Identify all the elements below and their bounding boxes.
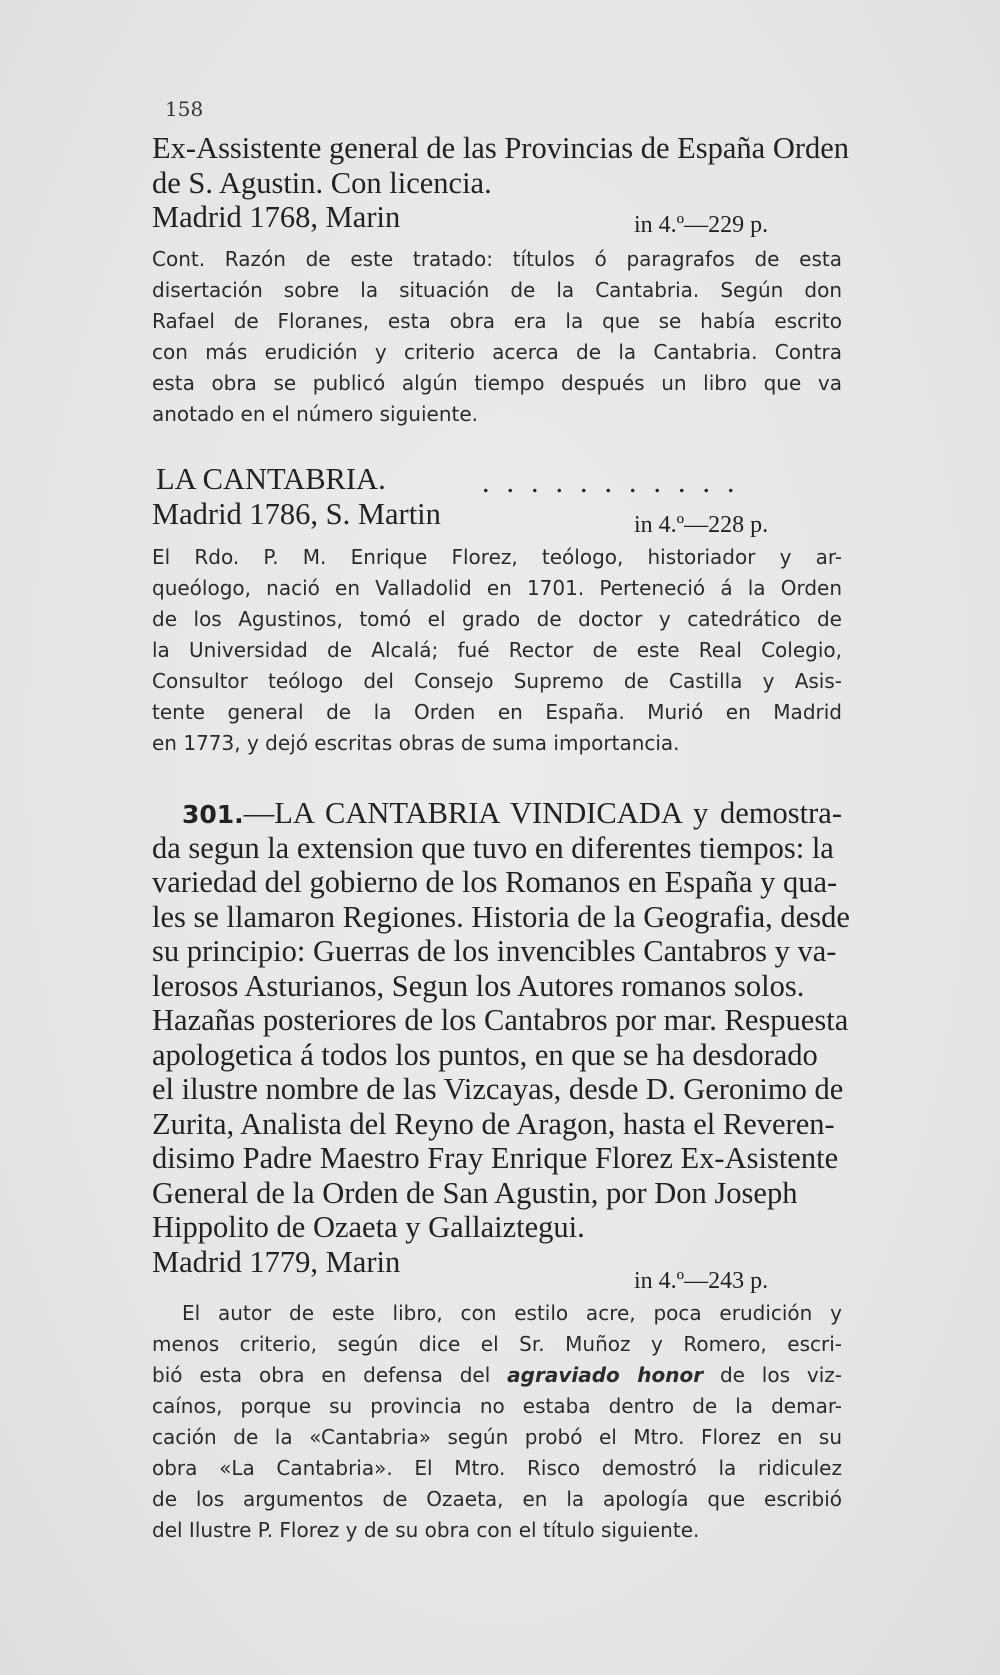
note-text: de los viz-	[703, 1363, 842, 1387]
title-text: —LA CANTABRIA VINDICADA y demostra-	[243, 796, 842, 830]
leader-dots: ...........	[482, 466, 752, 499]
note-line: Consultor teólogo del Consejo Supremo de Castilla y Asis-	[152, 669, 842, 693]
note-line: anotado en el número siguiente.	[152, 402, 479, 426]
note-line-italic	[152, 1360, 842, 1391]
entry-300-note	[152, 244, 842, 430]
note-line: en 1773, y dejó escritas obras de suma importancia.	[152, 731, 680, 755]
title-line: su principio: Guerras de los invencibles Cantabros y va-	[152, 934, 837, 968]
note-emphasis: agraviado honor	[507, 1363, 704, 1387]
title-line: Zurita, Analista del Reyno de Aragon, hasta el Reveren-	[152, 1106, 835, 1141]
note-line: Rafael de Floranes, esta obra era la que se había escrito	[152, 309, 842, 333]
entry-300-format: in 4.º—229 p.	[634, 212, 769, 238]
note-line: de los argumentos de Ozaeta, en la apología que escribió	[152, 1487, 842, 1511]
title-line: General de la Orden de San Agustin, por Don Joseph	[152, 1175, 798, 1210]
imprint: Madrid 1779, Marin	[152, 1244, 401, 1279]
entry-301-note	[152, 1298, 842, 1546]
note-line: esta obra se publicó algún tiempo después un libro que va	[152, 371, 842, 395]
title-line: apologetica á todos los puntos, en que se ha desdorado	[152, 1037, 818, 1072]
title-line-first	[152, 796, 842, 831]
note-line: de los Agustinos, tomó el grado de doctor y catedrático de	[152, 607, 842, 631]
title-line: Hazañas posteriores de los Cantabros por mar. Respuesta	[152, 1003, 849, 1037]
note-line: la Universidad de Alcalá; fué Rector de este Real Colegio,	[152, 638, 842, 662]
note-line: tente general de la Orden en España. Murió en Madrid	[152, 700, 842, 724]
note-text: bió esta obra en defensa del	[152, 1363, 508, 1387]
page-number: 158	[165, 97, 204, 121]
entry-301-title	[152, 796, 850, 1279]
entry-301-format: in 4.º—243 p.	[634, 1268, 769, 1294]
note-line: queólogo, nació en Valladolid en 1701. Perteneció á la Orden	[152, 576, 842, 600]
entry-cantabria-note	[152, 542, 842, 759]
note-line: cación de la «Cantabria» según probó el Mtro. Florez en su	[152, 1425, 842, 1449]
title-line: Hippolito de Ozaeta y Gallaiztegui.	[152, 1210, 585, 1244]
imprint: Madrid 1786, S. Martin	[152, 496, 441, 531]
title-line: Ex-Assistente general de las Provincias de España Orden	[152, 131, 850, 165]
title-line: el ilustre nombre de las Vizcayas, desde D. Geronimo de	[152, 1072, 844, 1106]
entry-cantabria-format: in 4.º—228 p.	[634, 512, 769, 538]
note-line: caínos, porque su provincia no estaba dentro de la demar-	[152, 1394, 842, 1418]
note-line: del Ilustre P. Florez y de su obra con el título siguiente.	[152, 1518, 700, 1542]
note-line: disertación sobre la situación de la Cantabria. Según don	[152, 278, 842, 302]
entry-number: 301.	[182, 800, 244, 829]
note-line: El Rdo. P. M. Enrique Florez, teólogo, historiador y ar-	[152, 545, 842, 569]
note-line: Cont. Razón de este tratado: títulos ó paragrafos de esta	[152, 247, 842, 271]
title-line: les se llamaron Regiones. Historia de la Geografia, desde	[152, 899, 850, 934]
title-line: disimo Padre Maestro Fray Enrique Florez Ex-Asistente	[152, 1141, 839, 1175]
note-line: El autor de este libro, con estilo acre, poca erudición y	[182, 1301, 842, 1325]
title-line: lerosos Asturianos, Segun los Autores romanos solos.	[152, 968, 805, 1003]
entry-cantabria-title	[152, 462, 441, 531]
note-line: menos criterio, según dice el Sr. Muñoz y Romero, escri-	[152, 1332, 842, 1356]
title-line: variedad del gobierno de los Romanos en España y qua-	[152, 865, 838, 899]
note-line: obra «La Cantabria». El Mtro. Risco demostró la ridiculez	[152, 1456, 842, 1480]
title-line: LA CANTABRIA.	[156, 462, 386, 496]
title-line: de S. Agustin. Con licencia.	[152, 165, 492, 200]
imprint: Madrid 1768, Marin	[152, 200, 401, 234]
title-line: da segun la extension que tuvo en diferentes tiempos: la	[152, 830, 834, 865]
note-line: con más erudición y criterio acerca de la Cantabria. Contra	[152, 340, 842, 364]
